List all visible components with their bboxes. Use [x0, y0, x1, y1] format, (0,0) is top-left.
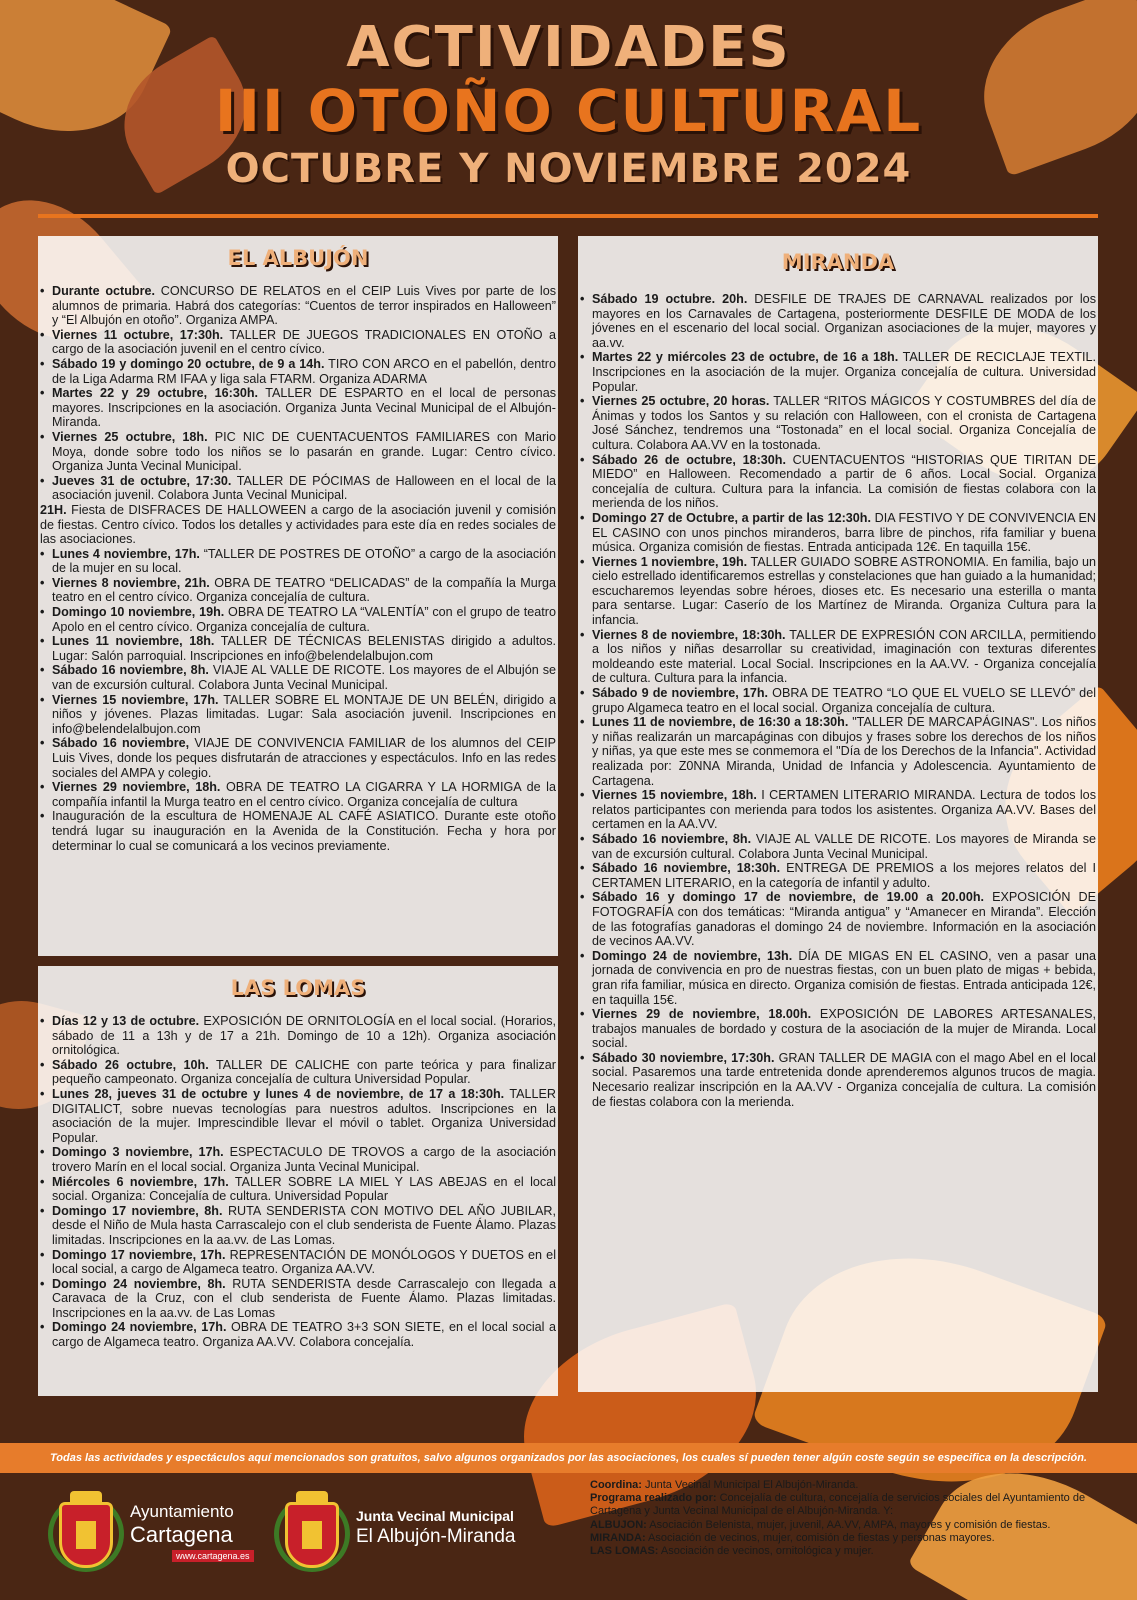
event-item	[40, 736, 556, 780]
event-date: 21H.	[40, 502, 67, 517]
event-item	[40, 1014, 556, 1058]
event-item	[580, 890, 1096, 948]
event-description: TALLER DE ESPARTO en el local de personas mayores. Inscripciones en la asociación. Organiza Junta Vecinal Municipal de el Albujón-Miranda.	[52, 386, 556, 430]
event-description: RUTA SENDERISTA CON MOTIVO DEL AÑO JUBILAR, desde el Niño de Mula hasta Carrascalejo con el club senderista de Fuente Álamo. Plazas limitadas. Inscripciones en la aa.vv. de Las Lomas.	[52, 1203, 556, 1247]
credit-line	[590, 1492, 1110, 1518]
event-description: CUENTACUENTOS “HISTORIAS QUE TIRITAN DE MIEDO” en Halloween. Recomendado a partir de 6 años. Local Social. Organiza concejalía de cultura. Cultura para la infancia. La comisión de fiestas colabora con la merienda de los niños.	[592, 452, 1096, 511]
event-description: “TALLER DE POSTRES DE OTOÑO” a cargo de la asociación de la mujer en su local.	[52, 546, 556, 576]
event-date: Sábado 19 octubre. 20h.	[592, 292, 748, 306]
credit-text: Asociación de vecinos, mujer, comisión de fiestas y personas mayores.	[645, 1531, 995, 1544]
event-date: Viernes 1 noviembre, 19h.	[592, 554, 748, 569]
lomas-list-wrap	[40, 1014, 556, 1350]
credit-text: Junta Vecinal Municipal El Albujón-Miranda.	[641, 1479, 859, 1491]
event-description: TALLER GUIADO SOBRE ASTRONOMIA. En familia, bajo un cielo estrellado identificaremos estrellas y constelaciones que han guiado a la humanidad; escucharemos leyendas sobre héroes, dioses etc. Es necesario una esterilla o manta para sentarse. Lugar: Caserío de los Martínez de Miranda. Organiza Cultura para la infancia.	[592, 554, 1096, 628]
event-date: Durante octubre.	[52, 284, 155, 298]
event-date: Viernes 25 octubre, 20 horas.	[592, 394, 770, 409]
credit-label: MIRANDA:	[590, 1531, 646, 1544]
event-description: GRAN TALLER DE MAGIA con el mago Abel en el local social. Pasaremos una tarde entretenida donde aprenderemos algunos trucos de magia. Necesario realizar inscripción en la AA.VV - Organiza concejalía de cultura. La comisión de fiestas colabora con la merienda.	[592, 1050, 1096, 1109]
event-date: Viernes 8 de noviembre, 18:30h.	[592, 627, 786, 642]
event-date: Días 12 y 13 de octubre.	[52, 1014, 200, 1028]
event-date: Miércoles 6 noviembre, 17h.	[52, 1174, 229, 1189]
cartagena-website: www.cartagena.es	[172, 1550, 254, 1562]
event-description: TALLER DE TÉCNICAS BELENISTAS dirigido a adultos. Lugar: Salón parroquial. Inscripciones en info@belendelalbujon.com	[52, 634, 556, 663]
event-description: ESPECTACULO DE TROVOS a cargo de la asociación trovero Marín en el local social. Organiza Junta Vecinal Municipal.	[52, 1145, 557, 1174]
event-item	[40, 780, 556, 809]
event-date: Domingo 3 noviembre, 17h.	[52, 1145, 224, 1160]
miranda-event-list	[580, 292, 1096, 1109]
event-description: EXPOSICIÓN DE FOTOGRAFÍA con dos temáticas: “Miranda antigua” y “Amanecer en Miranda”. Elección de las fotografías ganadoras el domingo 24 de noviembre. Información en la asociación de vecinos AA.VV.	[592, 890, 1096, 949]
event-date: Sábado 9 de noviembre, 17h.	[592, 686, 769, 701]
miranda-list-wrap	[580, 292, 1096, 1109]
event-item	[40, 357, 556, 386]
event-description: RUTA SENDERISTA desde Carrascalejo con llegada a Caravaca de la Cruz, con el club senderista de Fuente Álamo. Plazas limitadas. Inscripciones en la aa.vv. de Las Lomas	[52, 1276, 556, 1320]
event-item	[580, 861, 1096, 890]
event-description: CONCURSO DE RELATOS en el CEIP Luis Vives por parte de los alumnos de primaria. Habrá dos categorías: “Cuentos de terror inspirados en Halloween” y “El Albujón en otoño”. Organiza AMPA.	[52, 284, 557, 328]
event-item	[40, 1087, 556, 1145]
event-description: VIAJE DE CONVIVENCIA FAMILIAR de los alumnos del CEIP Luis Vives, donde los peques disfrutarán de atracciones y espectáculos. Info en las redes sociales del AMPA y colegio.	[52, 736, 556, 780]
event-description: PIC NIC DE CUENTACUENTOS FAMILIARES con Mario Moya, donde sobre todo los niños se lo pasarán en grande. Lugar: Centro cívico. Organiza Junta Vecinal Municipal.	[52, 429, 556, 474]
event-date: Martes 22 y 29 octubre, 16:30h.	[52, 386, 259, 401]
lomas-heading: LAS LOMAS	[230, 976, 366, 1000]
title-line-activities: ACTIVIDADES	[346, 15, 791, 80]
event-description: TALLER DE RECICLAJE TEXTIL. Inscripciones en la asociación de la mujer. Organiza concejalía de cultura. Universidad Popular.	[592, 350, 1096, 394]
event-item	[580, 350, 1096, 394]
poster-title	[0, 15, 1137, 194]
credit-line	[590, 1532, 1110, 1545]
event-description: REPRESENTACIÓN DE MONÓLOGOS Y DUETOS en el local social, a cargo de Algameca teatro. Organiza AA.VV.	[52, 1247, 556, 1277]
event-date: Domingo 10 noviembre, 19h.	[52, 605, 225, 620]
event-date: Viernes 15 noviembre, 18h.	[592, 788, 757, 803]
event-description: VIAJE AL VALLE DE RICOTE. Los mayores de el Albujón se van de excursión cultural. Colabora Junta Vecinal Municipal.	[52, 663, 557, 693]
event-date: Sábado 19 y domingo 20 octubre, de 9 a 14h.	[52, 356, 325, 371]
event-item	[580, 453, 1096, 511]
albujon-event-list	[40, 284, 556, 853]
program-credits	[590, 1479, 1110, 1558]
event-date: Lunes 4 noviembre, 17h.	[52, 546, 200, 561]
event-date: Domingo 24 de noviembre, 13h.	[592, 948, 793, 963]
event-date: Domingo 17 noviembre, 8h.	[52, 1203, 223, 1218]
event-date: Sábado 16 noviembre, 18:30h.	[592, 861, 781, 876]
title-divider	[38, 214, 1098, 218]
event-item	[580, 788, 1096, 832]
event-item	[40, 663, 556, 692]
event-description: ENTREGA DE PREMIOS a los mejores relatos del I CERTAMEN LITERARIO, en la categoría de infantil y adulto.	[592, 861, 1096, 890]
event-item	[580, 394, 1096, 452]
event-description: OBRA DE TEATRO LA “VALENTÍA” con el grupo de teatro Apolo en el centro cívico. Organiza concejalía de cultura.	[52, 605, 556, 634]
event-description: I CERTAMEN LITERARIO MIRANDA. Lectura de todos los relatos participantes con merienda para todos los asistentes. Organiza AA.VV. Bases del certamen en la AA.VV.	[592, 788, 1096, 832]
event-item	[580, 686, 1096, 715]
credit-label: ALBUJON:	[590, 1518, 647, 1531]
albujon-list-wrap	[40, 284, 556, 853]
event-date: Viernes 29 noviembre, 18h.	[52, 780, 221, 795]
event-item	[40, 1277, 556, 1321]
cartagena-crest-icon	[285, 1502, 339, 1568]
event-item	[40, 1320, 556, 1349]
free-events-notice: Todas las actividades y espectáculos aquí mencionados son gratuitos, salvo algunos organizados por las asociaciones, los cuales sí pueden tener algún coste según se especifica en la descripción.	[0, 1443, 1137, 1473]
event-description: OBRA DE TEATRO LA CIGARRA Y LA HORMIGA de la compañía infantil la Murga teatro en el centro cívico. Organiza concejalía de cultura	[52, 780, 556, 809]
event-date: Sábado 16 noviembre, 8h.	[52, 663, 209, 678]
event-description: EXPOSICIÓN DE LABORES ARTESANALES, trabajos manuales de bordado y costura de la asociación de la mujer de Miranda. Local social.	[592, 1007, 1096, 1051]
event-item	[40, 1058, 556, 1087]
event-description: TALLER “RITOS MÁGICOS Y COSTUMBRES del día de Ánimas y todos los Santos y su relación con Halloween, con el cronista de Cartagena José Sánchez, tendremos una “Tostonada” en el local social. Organiza Concejalía de cultura. Colabora AA.VV en la tostonada.	[592, 394, 1097, 452]
event-date: Domingo 24 noviembre, 17h.	[52, 1320, 227, 1335]
event-item	[40, 809, 556, 853]
event-description: TALLER DE EXPRESIÓN CON ARCILLA, permitiendo a los niños y niñas desarrollar su creatividad, imaginación con texturas diferentes moldeando este material. Local Social. Inscripciones en la AA.VV. - Organiza concejalía de cultura. Cultura para la infancia.	[592, 627, 1096, 686]
event-item	[40, 284, 556, 328]
event-date: Martes 22 y miércoles 23 de octubre, de 16 a 18h.	[592, 350, 899, 365]
event-date: Viernes 29 de noviembre, 18.00h.	[592, 1007, 812, 1022]
event-date: Viernes 15 noviembre, 17h.	[52, 692, 219, 707]
event-description: TALLER DE PÓCIMAS de Halloween en el local de la asociación juvenil. Colabora Junta Vecinal Municipal.	[52, 473, 556, 503]
albujon-miranda-label: El Albujón-Miranda	[356, 1526, 516, 1547]
event-item	[40, 1145, 556, 1174]
event-item	[40, 634, 556, 663]
event-item	[40, 693, 556, 737]
event-item	[40, 386, 556, 430]
event-date: Sábado 16 noviembre, 8h.	[592, 831, 752, 846]
event-item	[40, 1175, 556, 1204]
event-item	[40, 328, 556, 357]
event-date: Jueves 31 de octubre, 17:30.	[52, 473, 232, 488]
event-item	[40, 474, 556, 503]
event-date: Lunes 11 de noviembre, de 16:30 a 18:30h.	[592, 715, 849, 730]
event-item	[580, 715, 1096, 788]
title-line-dates: OCTUBRE Y NOVIEMBRE 2024	[225, 146, 912, 192]
credit-label: Programa realizado por:	[590, 1492, 717, 1505]
credit-line	[590, 1479, 1110, 1492]
credit-label: LAS LOMAS:	[590, 1545, 659, 1558]
event-date: Domingo 24 noviembre, 8h.	[52, 1276, 226, 1291]
event-item	[580, 832, 1096, 861]
event-item	[580, 511, 1096, 555]
event-item	[580, 292, 1096, 350]
event-date: Sábado 26 octubre, 10h.	[52, 1057, 209, 1072]
event-description: TALLER SOBRE EL MONTAJE DE UN BELÉN, dirigido a niños y jóvenes. Plazas limitadas. Lugar: Sala asociación juvenil. Inscripciones en info@belendelalbujon.com	[52, 692, 556, 736]
event-item	[580, 1051, 1096, 1109]
event-item	[40, 503, 556, 547]
event-date: Sábado 26 de octubre, 18:30h.	[592, 452, 786, 467]
cartagena-crest-icon	[59, 1502, 113, 1568]
event-item	[40, 1248, 556, 1277]
event-item	[580, 949, 1096, 1007]
event-item	[40, 605, 556, 634]
event-date: Viernes 8 noviembre, 21h.	[52, 575, 210, 590]
event-description: OBRA DE TEATRO “LO QUE EL VUELO SE LLEVÓ” del grupo Algameca teatro en el local social. Organiza concejalía de cultura.	[592, 686, 1096, 715]
event-description: Inauguración de la escultura de HOMENAJE AL CAFÉ ASIATICO. Durante este otoño tendrá lugar su inauguración en la Avenida de la Constitución. Fecha y hora por determinar lo cual se comunicará a los vecinos previamente.	[52, 809, 556, 853]
event-description: TALLER DIGITALICT, sobre nuevas tecnologías para nuestros adultos. Inscripciones en la asociación de la mujer. Imprescindible llevar el móvil o tablet. Organiza Universidad Popular.	[52, 1086, 556, 1145]
event-item	[580, 555, 1096, 628]
event-item	[580, 1007, 1096, 1051]
event-date: Sábado 16 noviembre,	[52, 736, 190, 751]
credit-line	[590, 1545, 1110, 1558]
title-line-festival: III OTOÑO CULTURAL	[214, 77, 923, 145]
miranda-heading: MIRANDA	[781, 250, 895, 274]
event-date: Sábado 16 y domingo 17 de noviembre, de 19.00 a 20.00h.	[592, 890, 985, 905]
cartagena-label: Cartagena	[130, 1522, 233, 1547]
event-date: Sábado 30 noviembre, 17:30h.	[592, 1050, 775, 1065]
credit-text: Asociación de vecinos, ornitológica y mujer.	[658, 1545, 874, 1558]
credit-label: Coordina:	[590, 1479, 642, 1491]
event-description: DÍA DE MIGAS EN EL CASINO, ven a pasar una jornada de convivencia en pro de nuestras fiestas, con un buen plato de migas + bebida, gran rifa familiar, música en directo. Organiza comisión de fiestas. Entrada anticipada 12€, en taquilla 15€.	[592, 948, 1097, 1007]
event-date: Domingo 17 noviembre, 17h.	[52, 1247, 226, 1262]
event-description: OBRA DE TEATRO “DELICADAS” de la compañía la Murga teatro en el centro cívico. Organiza concejalía de cultura.	[52, 575, 556, 605]
event-description: TALLER SOBRE LA MIEL Y LAS ABEJAS en el local social. Organiza: Concejalía de cultura. Universidad Popular	[52, 1174, 556, 1204]
junta-vecinal-logo	[274, 1488, 534, 1578]
event-description: EXPOSICIÓN DE ORNITOLOGÍA en el local social. (Horarios, sábado de 11 a 13h y de 17 a 21h. Domingo de 10 a 12h). Organiza asociación ornitológica.	[52, 1014, 556, 1058]
event-item	[40, 576, 556, 605]
event-description: Fiesta de DISFRACES DE HALLOWEEN a cargo de la asociación juvenil y comisión de fiestas. Centro cívico. Todos los detalles y actividades para este día en redes sociales de las asociaciones.	[40, 502, 556, 547]
event-item	[40, 430, 556, 474]
event-description: TALLER DE CALICHE con parte teórica y para finalizar pequeño campeonato. Organiza concejalía de cultura Universidad Popular.	[52, 1057, 557, 1087]
event-item	[580, 628, 1096, 686]
junta-label: Junta Vecinal Municipal	[356, 1508, 514, 1524]
credit-text: Concejalía de cultura, concejalía de servicios sociales del Ayuntamiento de Cartagena y Junta Vecinal Municipal de el Albujón-Miranda. Y:	[590, 1492, 1086, 1518]
event-description: OBRA DE TEATRO 3+3 SON SIETE, en el local social a cargo de Algameca teatro. Organiza AA.VV. Colabora concejalía.	[52, 1320, 556, 1350]
credit-line	[590, 1519, 1110, 1532]
event-description: VIAJE AL VALLE DE RICOTE. Los mayores de Miranda se van de excursión cultural. Colabora Junta Vecinal Municipal.	[592, 831, 1096, 861]
credit-text: Asociación Belenista, mujer, juvenil, AA.VV, AMPA, mayores y comisión de fiestas.	[646, 1518, 1051, 1531]
ayuntamiento-label: Ayuntamiento	[130, 1502, 234, 1521]
event-description: TALLER DE JUEGOS TRADICIONALES EN OTOÑO a cargo de la asociación juvenil en el centro cívico.	[52, 327, 556, 357]
event-description: DIA FESTIVO Y DE CONVIVENCIA EN EL CASINO con unos pinchos miranderos, barra libre de pinchos, rifa familiar y buena música. Organiza comisión de fiestas. Entrada anticipada 12€. En taquilla 15€.	[592, 510, 1096, 555]
event-description: DESFILE DE TRAJES DE CARNAVAL realizados por los mayores en los Carnavales de Cartagena, posteriormente DESFILE DE MODA de los jóvenes en el escenario del local social. Organizan asociaciones de la mujer, mayores y aa.vv.	[592, 292, 1096, 350]
event-description: TIRO CON ARCO en el pabellón, dentro de la Liga Adarma RM IFAA y liga sala FTARM. Organiza ADARMA	[52, 356, 556, 386]
event-date: Domingo 27 de Octubre, a partir de las 12:30h.	[592, 510, 871, 525]
event-description: "TALLER DE MARCAPÁGINAS". Los niños y niñas realizarán un marcapáginas con dibujos y frases sobre los derechos de los niños y niñas, ya que este mes se conmemora el "Día de los Derechos de la Infancia". Actividad realizada por: Z0NNA Miranda, Unidad de Infancia y Adolescencia. Ayuntamiento de Cartagena.	[592, 715, 1096, 788]
event-date: Lunes 28, jueves 31 de octubre y lunes 4 de noviembre, de 17 a 18:30h.	[52, 1086, 505, 1101]
ayuntamiento-cartagena-logo	[48, 1488, 250, 1578]
event-item	[40, 547, 556, 576]
albujon-heading: EL ALBUJÓN	[227, 246, 369, 270]
event-item	[40, 1204, 556, 1248]
event-date: Lunes 11 noviembre, 18h.	[52, 634, 215, 649]
event-date: Viernes 25 octubre, 18h.	[52, 429, 208, 444]
lomas-event-list	[40, 1014, 556, 1350]
event-date: Viernes 11 octubre, 17:30h.	[52, 327, 224, 342]
